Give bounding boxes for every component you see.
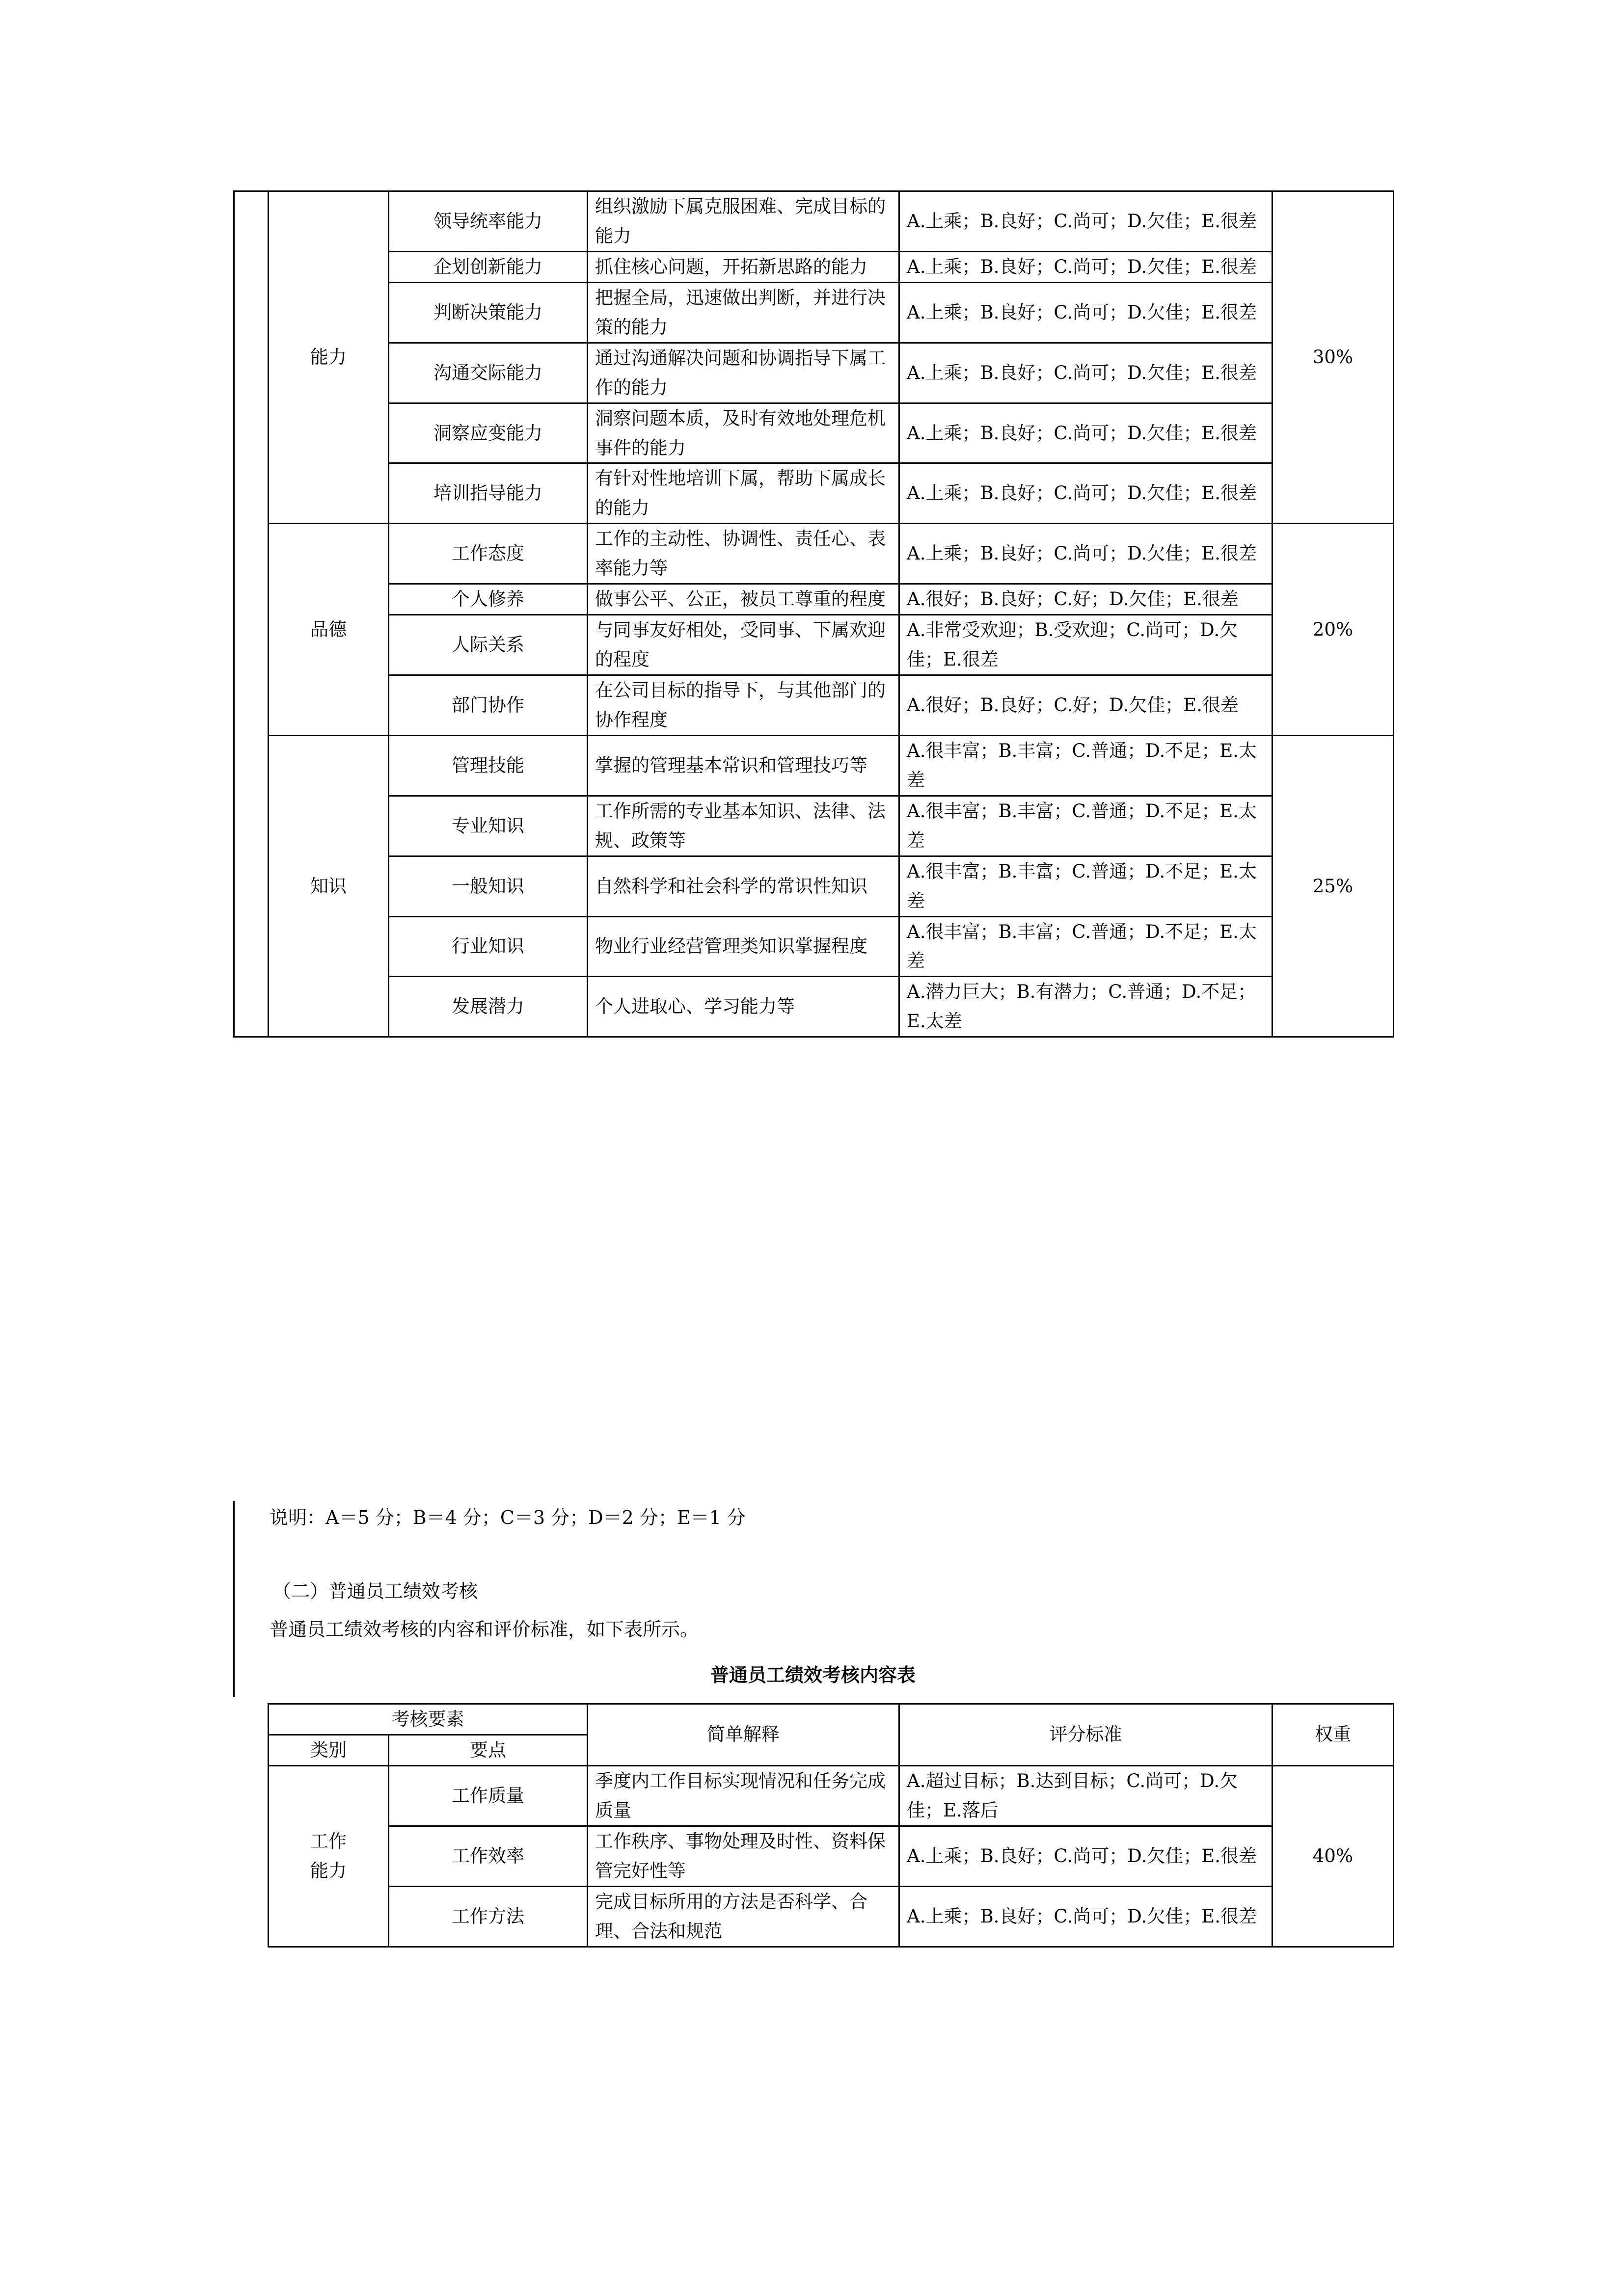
- table-row: [234, 675, 1394, 736]
- explanation-cell: 物业行业经营管理类知识掌握程度: [588, 916, 899, 977]
- explanation-cell: 季度内工作目标实现情况和任务完成质量: [588, 1765, 899, 1826]
- category-label-line2: 能力: [310, 1860, 347, 1881]
- header-category: 类别: [269, 1735, 389, 1765]
- section-intro-paragraph: 普通员工绩效考核的内容和评价标准，如下表所示。: [270, 1619, 699, 1640]
- weight-cell-character: 20%: [1272, 524, 1394, 736]
- manager-appraisal-table: [233, 190, 1394, 1038]
- scoring-cell: A.很好；B.良好；C.好；D.欠佳；E.很差: [899, 584, 1272, 615]
- scoring-cell: A.上乘；B.良好；C.尚可；D.欠佳；E.很差: [899, 403, 1272, 463]
- staff-appraisal-table: [268, 1703, 1394, 1948]
- header-factors: 考核要素: [269, 1704, 588, 1735]
- table-body: [269, 1704, 1394, 1947]
- scoring-note: 说明：A＝5 分；B＝4 分；C＝3 分；D＝2 分；E＝1 分: [270, 1507, 746, 1528]
- scoring-cell: A.潜力巨大；B.有潜力；C.普通；D.不足；E.太差: [899, 977, 1272, 1037]
- explanation-cell: 通过沟通解决问题和协调指导下属工作的能力: [588, 343, 899, 403]
- explanation-cell: 在公司目标的指导下，与其他部门的协作程度: [588, 675, 899, 736]
- table-row: [234, 403, 1394, 463]
- explanation-cell: 完成目标所用的方法是否科学、合理、合法和规范: [588, 1886, 899, 1947]
- category-cell-ability: 能力: [269, 191, 389, 524]
- point-cell: 专业知识: [389, 796, 588, 856]
- header-weight: 权重: [1272, 1704, 1394, 1766]
- table-row: [234, 191, 1394, 252]
- scoring-cell: A.上乘；B.良好；C.尚可；D.欠佳；E.很差: [899, 343, 1272, 403]
- point-cell: 沟通交际能力: [389, 343, 588, 403]
- point-cell: 一般知识: [389, 856, 588, 916]
- table-body: [234, 191, 1394, 1037]
- table-row: [269, 1826, 1394, 1886]
- scoring-cell: A.超过目标；B.达到目标；C.尚可；D.欠佳；E.落后: [899, 1765, 1272, 1826]
- point-cell: 培训指导能力: [389, 463, 588, 524]
- table-row: [234, 584, 1394, 615]
- scoring-cell: A.上乘；B.良好；C.尚可；D.欠佳；E.很差: [899, 524, 1272, 584]
- explanation-cell: 抓住核心问题，开拓新思路的能力: [588, 251, 899, 282]
- point-cell: 发展潜力: [389, 977, 588, 1037]
- point-cell: 企划创新能力: [389, 251, 588, 282]
- category-cell-character: 品德: [269, 524, 389, 736]
- explanation-cell: 个人进取心、学习能力等: [588, 977, 899, 1037]
- weight-cell-work-ability: 40%: [1272, 1765, 1394, 1947]
- table-row: [234, 282, 1394, 343]
- explanation-cell: 做事公平、公正，被员工尊重的程度: [588, 584, 899, 615]
- header-scoring: 评分标准: [899, 1704, 1272, 1766]
- category-cell-knowledge: 知识: [269, 735, 389, 1037]
- scoring-cell: A.非常受欢迎；B.受欢迎；C.尚可；D.欠佳；E.很差: [899, 615, 1272, 675]
- table-row: [234, 977, 1394, 1037]
- category-cell-work-ability: [269, 1765, 389, 1947]
- scoring-cell: A.上乘；B.良好；C.尚可；D.欠佳；E.很差: [899, 251, 1272, 282]
- table-row: [234, 251, 1394, 282]
- header-explanation: 简单解释: [588, 1704, 899, 1766]
- table-header-row: [269, 1704, 1394, 1735]
- weight-cell-knowledge: 25%: [1272, 735, 1394, 1037]
- explanation-cell: 组织激励下属克服困难、完成目标的能力: [588, 191, 899, 252]
- explanation-cell: 掌握的管理基本常识和管理技巧等: [588, 735, 899, 796]
- table2-caption: 普通员工绩效考核内容表: [710, 1664, 916, 1686]
- explanation-cell: 工作秩序、事物处理及时性、资料保管完好性等: [588, 1826, 899, 1886]
- explanation-cell: 有针对性地培训下属，帮助下属成长的能力: [588, 463, 899, 524]
- scoring-cell: A.很丰富；B.丰富；C.普通；D.不足；E.太差: [899, 856, 1272, 916]
- point-cell: 工作质量: [389, 1765, 588, 1826]
- table-row: [234, 524, 1394, 584]
- table-row: [234, 343, 1394, 403]
- table-row: [269, 1886, 1394, 1947]
- point-cell: 管理技能: [389, 735, 588, 796]
- point-cell: 洞察应变能力: [389, 403, 588, 463]
- point-cell: 判断决策能力: [389, 282, 588, 343]
- point-cell: 人际关系: [389, 615, 588, 675]
- table-row: [234, 796, 1394, 856]
- point-cell: 部门协作: [389, 675, 588, 736]
- explanation-cell: 洞察问题本质，及时有效地处理危机事件的能力: [588, 403, 899, 463]
- scoring-cell: A.很丰富；B.丰富；C.普通；D.不足；E.太差: [899, 796, 1272, 856]
- scoring-cell: A.很好；B.良好；C.好；D.欠佳；E.很差: [899, 675, 1272, 736]
- table-row: [234, 615, 1394, 675]
- explanation-cell: 工作的主动性、协调性、责任心、表率能力等: [588, 524, 899, 584]
- table-row: [234, 856, 1394, 916]
- scoring-cell: A.上乘；B.良好；C.尚可；D.欠佳；E.很差: [899, 1826, 1272, 1886]
- table-row: [269, 1765, 1394, 1826]
- explanation-cell: 把握全局，迅速做出判断，并进行决策的能力: [588, 282, 899, 343]
- weight-cell-ability: 30%: [1272, 191, 1394, 524]
- point-cell: 领导统率能力: [389, 191, 588, 252]
- explanation-cell: 自然科学和社会科学的常识性知识: [588, 856, 899, 916]
- scoring-cell: A.上乘；B.良好；C.尚可；D.欠佳；E.很差: [899, 191, 1272, 252]
- scoring-cell: A.上乘；B.良好；C.尚可；D.欠佳；E.很差: [899, 463, 1272, 524]
- continued-merged-cell: [234, 191, 269, 1037]
- scoring-cell: A.上乘；B.良好；C.尚可；D.欠佳；E.很差: [899, 1886, 1272, 1947]
- section-heading: （二）普通员工绩效考核: [272, 1580, 478, 1602]
- point-cell: 行业知识: [389, 916, 588, 977]
- scoring-cell: A.很丰富；B.丰富；C.普通；D.不足；E.太差: [899, 916, 1272, 977]
- category-label-line1: 工作: [310, 1830, 347, 1852]
- explanation-cell: 与同事友好相处，受同事、下属欢迎的程度: [588, 615, 899, 675]
- table-row: [234, 916, 1394, 977]
- scoring-cell: A.很丰富；B.丰富；C.普通；D.不足；E.太差: [899, 735, 1272, 796]
- point-cell: 工作方法: [389, 1886, 588, 1947]
- table-row: [234, 735, 1394, 796]
- point-cell: 工作效率: [389, 1826, 588, 1886]
- scoring-cell: A.上乘；B.良好；C.尚可；D.欠佳；E.很差: [899, 282, 1272, 343]
- table-row: [234, 463, 1394, 524]
- header-point: 要点: [389, 1735, 588, 1765]
- explanation-cell: 工作所需的专业基本知识、法律、法规、政策等: [588, 796, 899, 856]
- point-cell: 工作态度: [389, 524, 588, 584]
- point-cell: 个人修养: [389, 584, 588, 615]
